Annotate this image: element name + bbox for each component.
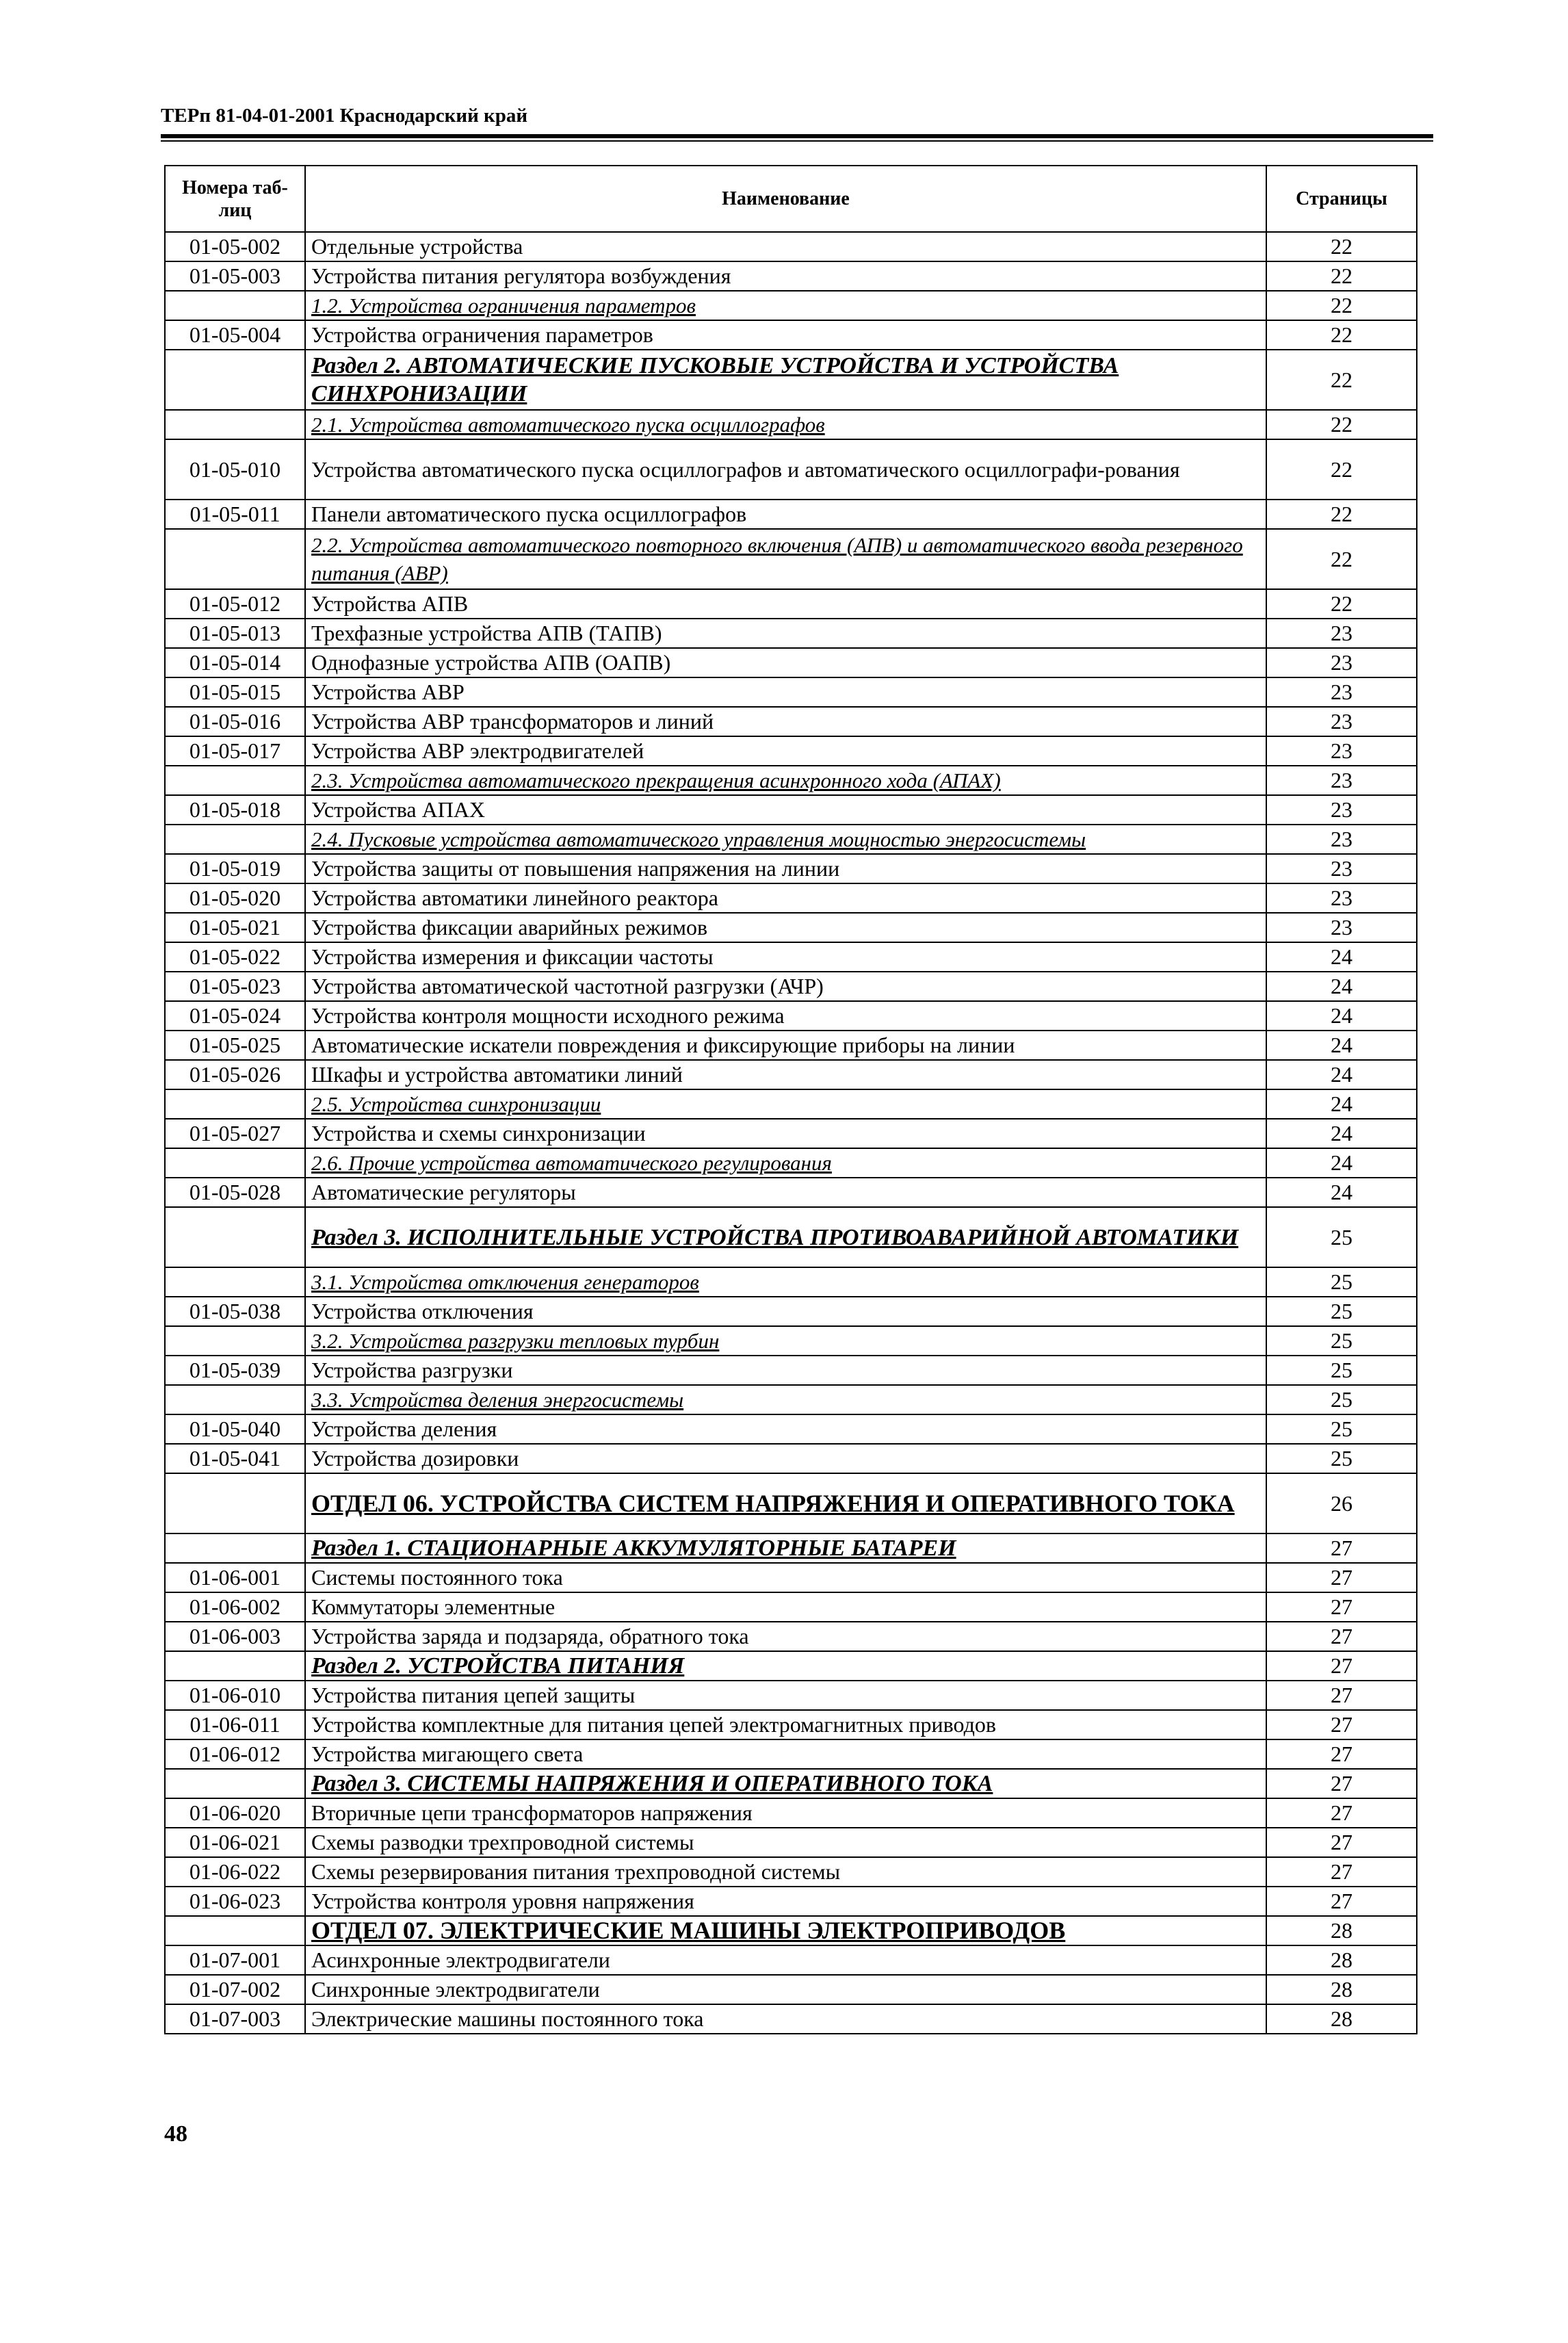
table-name-cell: Устройства измерения и фиксации частоты: [305, 942, 1266, 972]
table-code-cell: [165, 1089, 305, 1119]
table-row: [165, 1178, 1417, 1207]
table-row: [165, 439, 1417, 500]
table-name-cell: Устройства контроля мощности исходного режима: [305, 1001, 1266, 1031]
table-page-cell: 23: [1266, 795, 1417, 825]
table-row: [165, 589, 1417, 619]
table-name-cell: Устройства фиксации аварийных режимов: [305, 913, 1266, 942]
table-name-cell: Раздел 1. СТАЦИОНАРНЫЕ АККУМУЛЯТОРНЫЕ БАТАРЕИ: [305, 1533, 1266, 1563]
table-name-cell: Трехфазные устройства АПВ (ТАПВ): [305, 619, 1266, 648]
table-code-cell: 01-05-018: [165, 795, 305, 825]
table-row: [165, 2004, 1417, 2034]
table-row: [165, 1533, 1417, 1563]
table-row: [165, 1060, 1417, 1089]
table-row: [165, 1857, 1417, 1887]
table-code-cell: 01-05-004: [165, 320, 305, 350]
table-name-cell: Схемы резервирования питания трехпроводной системы: [305, 1857, 1266, 1887]
table-code-cell: 01-06-020: [165, 1798, 305, 1828]
table-page-cell: 23: [1266, 648, 1417, 677]
table-page-cell: 23: [1266, 825, 1417, 854]
table-row: [165, 1945, 1417, 1975]
table-code-cell: 01-07-003: [165, 2004, 305, 2034]
table-code-cell: [165, 529, 305, 589]
table-code-cell: [165, 350, 305, 410]
table-page-cell: 27: [1266, 1563, 1417, 1592]
table-name-cell: Устройства отключения: [305, 1297, 1266, 1326]
table-code-cell: 01-06-010: [165, 1681, 305, 1710]
table-page-cell: 25: [1266, 1444, 1417, 1473]
table-row: [165, 291, 1417, 320]
table-name-cell: Устройства АВР трансформаторов и линий: [305, 707, 1266, 736]
column-header-pages: Страницы: [1266, 166, 1417, 232]
column-header-name: Наименование: [305, 166, 1266, 232]
table-name-cell: Устройства АВР электродвигателей: [305, 736, 1266, 766]
table-page-cell: 22: [1266, 320, 1417, 350]
header-rule-thin: [161, 140, 1433, 142]
table-code-cell: 01-05-016: [165, 707, 305, 736]
table-name-cell: Устройства ограничения параметров: [305, 320, 1266, 350]
table-name-cell: Устройства автоматики линейного реактора: [305, 883, 1266, 913]
table-row: [165, 1207, 1417, 1267]
table-name-cell: Вторичные цепи трансформаторов напряжения: [305, 1798, 1266, 1828]
table-page-cell: 24: [1266, 1060, 1417, 1089]
table-page-cell: 27: [1266, 1710, 1417, 1739]
table-row: [165, 913, 1417, 942]
table-row: [165, 1563, 1417, 1592]
table-row: [165, 1916, 1417, 1945]
table-name-cell: 3.3. Устройства деления энергосистемы: [305, 1385, 1266, 1414]
table-row: [165, 529, 1417, 589]
table-row: [165, 1710, 1417, 1739]
table-row: [165, 736, 1417, 766]
table-row: [165, 232, 1417, 261]
table-row: [165, 350, 1417, 410]
table-name-cell: Системы постоянного тока: [305, 1563, 1266, 1592]
table-row: [165, 1414, 1417, 1444]
table-name-cell: Синхронные электродвигатели: [305, 1975, 1266, 2004]
table-code-cell: 01-05-026: [165, 1060, 305, 1089]
contents-table: [164, 165, 1417, 2034]
table-code-cell: 01-05-039: [165, 1356, 305, 1385]
table-name-cell: Устройства контроля уровня напряжения: [305, 1887, 1266, 1916]
table-row: [165, 1089, 1417, 1119]
table-body: [165, 232, 1417, 2034]
table-row: [165, 1681, 1417, 1710]
table-name-cell: Устройства автоматической частотной разгрузки (АЧР): [305, 972, 1266, 1001]
table-code-cell: [165, 1207, 305, 1267]
table-code-cell: 01-06-022: [165, 1857, 305, 1887]
table-name-cell: Раздел 3. ИСПОЛНИТЕЛЬНЫЕ УСТРОЙСТВА ПРОТИВОАВАРИЙНОЙ АВТОМАТИКИ: [305, 1207, 1266, 1267]
table-row: [165, 320, 1417, 350]
table-code-cell: 01-05-041: [165, 1444, 305, 1473]
table-name-cell: Устройства деления: [305, 1414, 1266, 1444]
table-row: [165, 1031, 1417, 1060]
table-page-cell: 26: [1266, 1473, 1417, 1533]
table-name-cell: Раздел 2. АВТОМАТИЧЕСКИЕ ПУСКОВЫЕ УСТРОЙСТВА И УСТРОЙСТВА СИНХРОНИЗАЦИИ: [305, 350, 1266, 410]
table-row: [165, 1326, 1417, 1356]
table-row: [165, 1267, 1417, 1297]
table-code-cell: 01-06-021: [165, 1828, 305, 1857]
table-name-cell: Асинхронные электродвигатели: [305, 1945, 1266, 1975]
table-name-cell: 3.2. Устройства разгрузки тепловых турбин: [305, 1326, 1266, 1356]
table-code-cell: 01-07-002: [165, 1975, 305, 2004]
table-code-cell: [165, 1267, 305, 1297]
table-row: [165, 1444, 1417, 1473]
column-header-codes: Номера таб-лиц: [165, 166, 305, 232]
table-row: [165, 261, 1417, 291]
table-page-cell: 28: [1266, 1916, 1417, 1945]
table-page-cell: 28: [1266, 1945, 1417, 1975]
table-code-cell: 01-05-023: [165, 972, 305, 1001]
table-row: [165, 766, 1417, 795]
table-row: [165, 500, 1417, 529]
table-name-cell: Устройства автоматического пуска осциллографов и автоматического осциллографи-рования: [305, 439, 1266, 500]
table-page-cell: 23: [1266, 736, 1417, 766]
table-name-cell: 3.1. Устройства отключения генераторов: [305, 1267, 1266, 1297]
table-name-cell: Устройства разгрузки: [305, 1356, 1266, 1385]
table-name-cell: Однофазные устройства АПВ (ОАПВ): [305, 648, 1266, 677]
table-page-cell: 27: [1266, 1887, 1417, 1916]
table-code-cell: 01-06-012: [165, 1739, 305, 1769]
table-name-cell: Раздел 3. СИСТЕМЫ НАПРЯЖЕНИЯ И ОПЕРАТИВНОГО ТОКА: [305, 1769, 1266, 1798]
table-name-cell: 2.5. Устройства синхронизации: [305, 1089, 1266, 1119]
table-name-cell: Панели автоматического пуска осциллографов: [305, 500, 1266, 529]
table-page-cell: 27: [1266, 1798, 1417, 1828]
table-code-cell: [165, 410, 305, 439]
table-page-cell: 25: [1266, 1326, 1417, 1356]
table-code-cell: 01-05-021: [165, 913, 305, 942]
table-name-cell: Устройства питания регулятора возбуждения: [305, 261, 1266, 291]
table-row: [165, 1473, 1417, 1533]
table-code-cell: 01-06-011: [165, 1710, 305, 1739]
table-page-cell: 25: [1266, 1414, 1417, 1444]
table-page-cell: 22: [1266, 410, 1417, 439]
table-row: [165, 1297, 1417, 1326]
table-row: [165, 825, 1417, 854]
table-code-cell: 01-05-022: [165, 942, 305, 972]
table-code-cell: 01-05-015: [165, 677, 305, 707]
table-page-cell: 24: [1266, 1001, 1417, 1031]
table-row: [165, 942, 1417, 972]
table-name-cell: Устройства АВР: [305, 677, 1266, 707]
table-page-cell: 22: [1266, 291, 1417, 320]
table-row: [165, 795, 1417, 825]
table-row: [165, 1592, 1417, 1622]
table-page-cell: 23: [1266, 883, 1417, 913]
table-name-cell: Шкафы и устройства автоматики линий: [305, 1060, 1266, 1089]
table-page-cell: 24: [1266, 1119, 1417, 1148]
table-name-cell: Устройства АПВ: [305, 589, 1266, 619]
table-code-cell: 01-05-014: [165, 648, 305, 677]
table-name-cell: Коммутаторы элементные: [305, 1592, 1266, 1622]
table-code-cell: 01-05-027: [165, 1119, 305, 1148]
table-name-cell: ОТДЕЛ 07. ЭЛЕКТРИЧЕСКИЕ МАШИНЫ ЭЛЕКТРОПРИВОДОВ: [305, 1916, 1266, 1945]
table-page-cell: 24: [1266, 1031, 1417, 1060]
table-page-cell: 27: [1266, 1739, 1417, 1769]
table-row: [165, 1385, 1417, 1414]
table-page-cell: 25: [1266, 1356, 1417, 1385]
table-code-cell: 01-05-019: [165, 854, 305, 883]
table-page-cell: 27: [1266, 1622, 1417, 1651]
table-page-cell: 27: [1266, 1651, 1417, 1681]
table-code-cell: 01-05-017: [165, 736, 305, 766]
table-page-cell: 22: [1266, 529, 1417, 589]
table-page-cell: 25: [1266, 1207, 1417, 1267]
table-code-cell: [165, 291, 305, 320]
table-page-cell: 22: [1266, 439, 1417, 500]
table-name-cell: 2.1. Устройства автоматического пуска осциллографов: [305, 410, 1266, 439]
table-code-cell: [165, 1533, 305, 1563]
table-page-cell: 27: [1266, 1769, 1417, 1798]
header-rule: [161, 134, 1433, 138]
table-page-cell: 24: [1266, 942, 1417, 972]
table-name-cell: Устройства защиты от повышения напряжения на линии: [305, 854, 1266, 883]
table-page-cell: 23: [1266, 913, 1417, 942]
table-row: [165, 972, 1417, 1001]
table-page-cell: 24: [1266, 1148, 1417, 1178]
table-code-cell: 01-05-025: [165, 1031, 305, 1060]
table-page-cell: 22: [1266, 500, 1417, 529]
table-code-cell: 01-05-003: [165, 261, 305, 291]
table-row: [165, 1651, 1417, 1681]
table-page-cell: 27: [1266, 1857, 1417, 1887]
table-row: [165, 619, 1417, 648]
table-row: [165, 1148, 1417, 1178]
table-name-cell: Устройства дозировки: [305, 1444, 1266, 1473]
table-name-cell: Устройства заряда и подзаряда, обратного тока: [305, 1622, 1266, 1651]
table-row: [165, 1119, 1417, 1148]
table-row: [165, 410, 1417, 439]
table-code-cell: [165, 766, 305, 795]
table-name-cell: Устройства и схемы синхронизации: [305, 1119, 1266, 1148]
table-code-cell: 01-06-023: [165, 1887, 305, 1916]
table-code-cell: 01-06-001: [165, 1563, 305, 1592]
table-code-cell: [165, 1385, 305, 1414]
table-name-cell: Раздел 2. УСТРОЙСТВА ПИТАНИЯ: [305, 1651, 1266, 1681]
table-name-cell: 2.3. Устройства автоматического прекращения асинхронного хода (АПАХ): [305, 766, 1266, 795]
table-page-cell: 27: [1266, 1828, 1417, 1857]
table-page-cell: 22: [1266, 261, 1417, 291]
table-code-cell: 01-05-040: [165, 1414, 305, 1444]
table-name-cell: Устройства мигающего света: [305, 1739, 1266, 1769]
table-row: [165, 1975, 1417, 2004]
table-name-cell: Электрические машины постоянного тока: [305, 2004, 1266, 2034]
table-code-cell: 01-05-011: [165, 500, 305, 529]
table-code-cell: 01-05-012: [165, 589, 305, 619]
table-name-cell: Устройства питания цепей защиты: [305, 1681, 1266, 1710]
table-page-cell: 28: [1266, 2004, 1417, 2034]
table-row: [165, 1798, 1417, 1828]
table-row: [165, 648, 1417, 677]
table-code-cell: [165, 825, 305, 854]
table-page-cell: 23: [1266, 766, 1417, 795]
table-row: [165, 1828, 1417, 1857]
table-code-cell: 01-05-020: [165, 883, 305, 913]
table-page-cell: 27: [1266, 1592, 1417, 1622]
table-row: [165, 1001, 1417, 1031]
table-page-cell: 23: [1266, 854, 1417, 883]
table-page-cell: 27: [1266, 1681, 1417, 1710]
table-page-cell: 24: [1266, 1178, 1417, 1207]
table-code-cell: 01-05-002: [165, 232, 305, 261]
table-page-cell: 22: [1266, 589, 1417, 619]
document-header: ТЕРп 81-04-01-2001 Краснодарский край: [161, 105, 528, 127]
table-row: [165, 677, 1417, 707]
table-page-cell: 28: [1266, 1975, 1417, 2004]
table-page-cell: 27: [1266, 1533, 1417, 1563]
table-page-cell: 25: [1266, 1385, 1417, 1414]
table-code-cell: 01-05-028: [165, 1178, 305, 1207]
table-code-cell: [165, 1473, 305, 1533]
table-row: [165, 707, 1417, 736]
table-code-cell: 01-06-002: [165, 1592, 305, 1622]
table-name-cell: Устройства АПАХ: [305, 795, 1266, 825]
table-row: [165, 1887, 1417, 1916]
table-row: [165, 1769, 1417, 1798]
table-name-cell: 2.2. Устройства автоматического повторного включения (АПВ) и автоматического ввода резервного питания (АВР): [305, 529, 1266, 589]
table-page-cell: 22: [1266, 350, 1417, 410]
table-page-cell: 25: [1266, 1297, 1417, 1326]
table-code-cell: 01-05-024: [165, 1001, 305, 1031]
table-code-cell: [165, 1916, 305, 1945]
table-page-cell: 25: [1266, 1267, 1417, 1297]
table-header-row: [165, 166, 1417, 232]
table-code-cell: [165, 1326, 305, 1356]
table-row: [165, 854, 1417, 883]
table-code-cell: [165, 1651, 305, 1681]
table-page-cell: 24: [1266, 972, 1417, 1001]
page-number: 48: [164, 2121, 187, 2147]
table-code-cell: 01-06-003: [165, 1622, 305, 1651]
table-name-cell: Схемы разводки трехпроводной системы: [305, 1828, 1266, 1857]
table-name-cell: 1.2. Устройства ограничения параметров: [305, 291, 1266, 320]
table-code-cell: 01-05-038: [165, 1297, 305, 1326]
table-name-cell: Автоматические искатели повреждения и фиксирующие приборы на линии: [305, 1031, 1266, 1060]
table-page-cell: 23: [1266, 707, 1417, 736]
table-code-cell: 01-05-010: [165, 439, 305, 500]
table-code-cell: [165, 1148, 305, 1178]
table-code-cell: 01-05-013: [165, 619, 305, 648]
table-page-cell: 22: [1266, 232, 1417, 261]
table-page-cell: 23: [1266, 677, 1417, 707]
table-row: [165, 1356, 1417, 1385]
table-row: [165, 883, 1417, 913]
table-name-cell: ОТДЕЛ 06. УСТРОЙСТВА СИСТЕМ НАПРЯЖЕНИЯ И ОПЕРАТИВНОГО ТОКА: [305, 1473, 1266, 1533]
table-code-cell: 01-07-001: [165, 1945, 305, 1975]
table-row: [165, 1622, 1417, 1651]
table-name-cell: Устройства комплектные для питания цепей электромагнитных приводов: [305, 1710, 1266, 1739]
table-name-cell: 2.4. Пусковые устройства автоматического управления мощностью энергосистемы: [305, 825, 1266, 854]
table-row: [165, 1739, 1417, 1769]
table-name-cell: Автоматические регуляторы: [305, 1178, 1266, 1207]
table-code-cell: [165, 1769, 305, 1798]
table-name-cell: 2.6. Прочие устройства автоматического регулирования: [305, 1148, 1266, 1178]
table-page-cell: 23: [1266, 619, 1417, 648]
table-name-cell: Отдельные устройства: [305, 232, 1266, 261]
table-page-cell: 24: [1266, 1089, 1417, 1119]
